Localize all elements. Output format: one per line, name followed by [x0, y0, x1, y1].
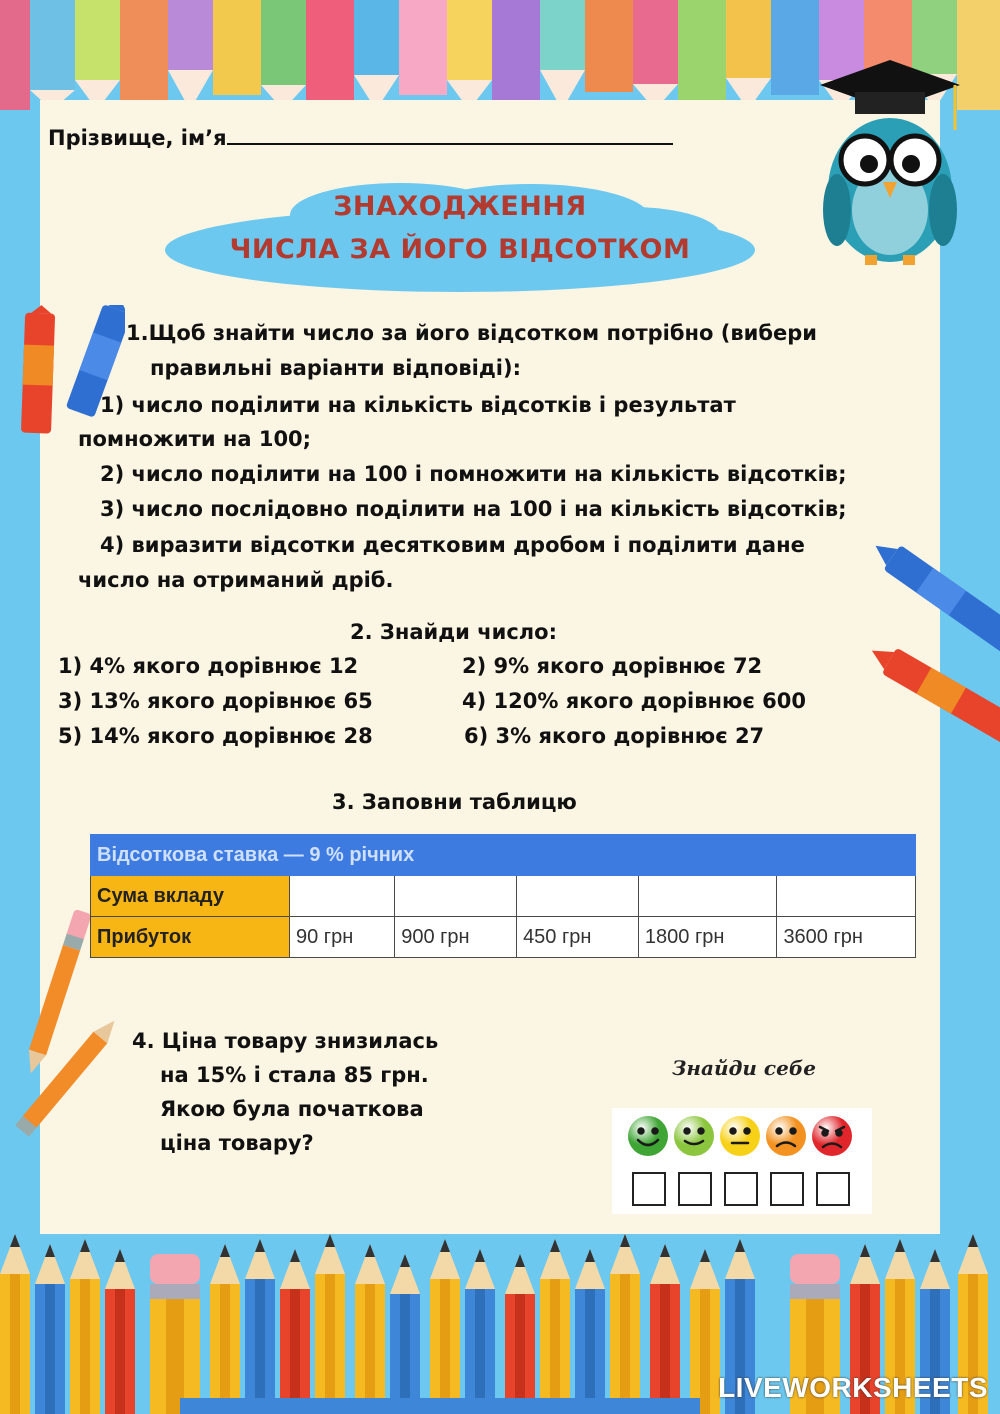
task4-line2: на 15% і стала 85 грн.	[160, 1063, 429, 1087]
table-row-deposit	[91, 876, 916, 917]
task1-heading-line2: правильні варіанти відповіді):	[150, 356, 521, 380]
task1-option2[interactable]: 2) число поділити на 100 і помножити на кількість відсотків;	[100, 462, 847, 486]
task4-line4: ціна товару?	[160, 1131, 314, 1155]
face-expressions	[612, 1108, 872, 1168]
self-assessment-panel	[612, 1108, 872, 1214]
name-label: Прізвище, ім’я	[48, 126, 227, 150]
task2-item: 6) 3% якого дорівнює 27	[464, 724, 765, 748]
assessment-checkbox-angry[interactable]	[816, 1172, 850, 1206]
name-field[interactable]	[48, 125, 673, 150]
task2-heading: 2. Знайди число:	[350, 620, 557, 644]
deposit-input-cell[interactable]	[517, 876, 639, 917]
deposit-input-cell[interactable]	[777, 876, 916, 917]
profit-cell: 3600 грн	[777, 917, 916, 958]
task3-heading: 3. Заповни таблицю	[332, 790, 577, 814]
deposit-table	[90, 834, 916, 958]
task4-line3: Якою була початкова	[160, 1097, 424, 1121]
table-header-row	[91, 835, 916, 876]
task1-option4-line1[interactable]: 4) виразити відсотки десятковим дробом і поділити дане	[100, 533, 805, 557]
task4-line1: 4. Ціна товару знизилась	[132, 1029, 439, 1053]
assessment-checkbox-sad[interactable]	[770, 1172, 804, 1206]
profit-cell: 450 грн	[517, 917, 639, 958]
crayons-right-decoration	[860, 530, 1000, 750]
deposit-input-cell[interactable]	[395, 876, 517, 917]
self-assessment-label: Знайди себе	[672, 1056, 816, 1080]
task1-option1-line2[interactable]: помножити на 100;	[78, 427, 312, 451]
profit-cell: 90 грн	[290, 917, 395, 958]
title-line-1: ЗНАХОДЖЕННЯ	[333, 191, 587, 222]
deposit-input-cell[interactable]	[638, 876, 777, 917]
title-line-2: ЧИСЛА ЗА ЙОГО ВІДСОТКОМ	[229, 234, 691, 265]
assessment-checkbox-happy[interactable]	[678, 1172, 712, 1206]
task2-item: 5) 14% якого дорівнює 28	[58, 724, 373, 748]
assessment-checkbox-neutral[interactable]	[724, 1172, 758, 1206]
table-header-cell: Відсоткова ставка — 9 % річних	[91, 835, 916, 876]
task1-option1-line1[interactable]: 1) число поділити на кількість відсотків і результат	[100, 393, 736, 417]
task2-item: 4) 120% якого дорівнює 600	[462, 689, 807, 713]
task1-heading-line1: 1.Щоб знайти число за його відсотком потрібно (вибери	[126, 321, 818, 345]
task1-option4-line2[interactable]: число на отриманий дріб.	[78, 568, 394, 592]
table-row-profit	[91, 917, 916, 958]
deposit-input-cell[interactable]	[290, 876, 395, 917]
assessment-checkbox-very-happy[interactable]	[632, 1172, 666, 1206]
task2-item: 2) 9% якого дорівнює 72	[462, 654, 763, 678]
liveworksheets-watermark: LIVEWORKSHEETS	[718, 1372, 988, 1403]
profit-cell: 1800 грн	[638, 917, 777, 958]
owl-graduate-icon	[815, 60, 965, 270]
row-label-profit: Прибуток	[91, 917, 290, 958]
profit-cell: 900 грн	[395, 917, 517, 958]
page-title	[200, 185, 720, 271]
task1-option3[interactable]: 3) число послідовно поділити на 100 і на кількість відсотків;	[100, 497, 847, 521]
task2-item: 3) 13% якого дорівнює 65	[58, 689, 373, 713]
name-blank-line[interactable]	[227, 125, 673, 145]
task2-item: 1) 4% якого дорівнює 12	[58, 654, 359, 678]
row-label-deposit: Сума вкладу	[91, 876, 290, 917]
